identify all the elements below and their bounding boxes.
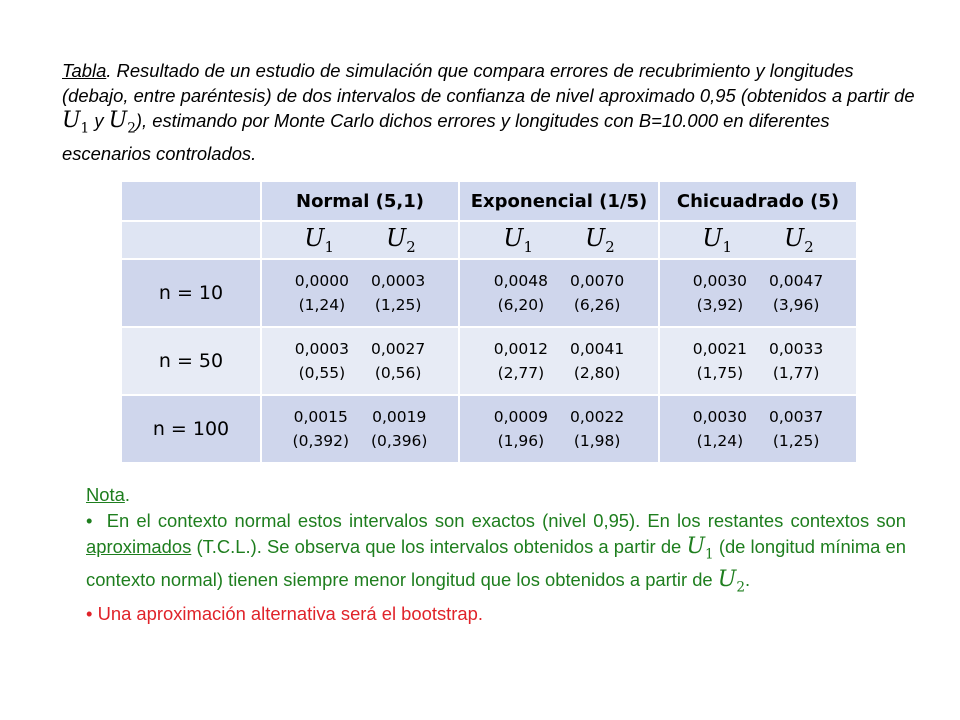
caption-text-1: . Resultado de un estudio de simulación que compara errores de recubrimiento y longitudes (debajo, entre paréntesis) de dos intervalos de confianza de nivel aproximado 0,95 (obtenidos a partir de — [62, 60, 915, 106]
u2-symbol: $U_2$ — [585, 224, 615, 256]
header-normal: Normal (5,1) — [261, 181, 459, 221]
note-bullet-2: • Una aproximación alternativa será el bootstrap. — [86, 602, 483, 624]
header-exponencial: Exponencial (1/5) — [459, 181, 659, 221]
data-cell: 0,0012 (2,77) 0,0041 (2,80) — [459, 327, 659, 395]
header-row — [121, 181, 857, 221]
u2-symbol: $U_2$ — [108, 108, 136, 137]
note-title: Nota — [86, 484, 125, 505]
note-block: Nota. • En el contexto normal estos intervalos son exactos (nivel 0,95). En los restantes contextos son aproximados (T.C.L.). Se observa que los intervalos obtenidos a partir de $U_1$ (de longitud mínima en contexto normal) tienen siempre menor longitud que los obtenidos a partir de $U_2$. • Una aproximación alternativa será el bootstrap. — [86, 482, 906, 627]
u1-symbol: $U_1$ — [503, 224, 533, 256]
u1-symbol: $U_1$ — [304, 224, 334, 256]
interval-symbol-row — [121, 221, 857, 259]
data-cell: 0,0030 (1,24) 0,0037 (1,25) — [659, 395, 857, 463]
row-label: n = 50 — [121, 327, 261, 395]
u1-symbol: $U_1$ — [62, 108, 90, 137]
u2-symbol: $U_2$ — [784, 224, 814, 256]
u1-symbol: $U_1$ — [702, 224, 732, 256]
table-row — [121, 327, 857, 395]
note-bullet-1: • En el contexto normal estos intervalos son exactos (nivel 0,95). En los restantes contextos son aproximados (T.C.L.). Se observa que los intervalos obtenidos a partir de $U_1$ (de longitud mínima en contexto normal) tienen siempre menor longitud que los obtenidos a partir de $U_2$. — [86, 510, 907, 596]
corner-cell — [121, 181, 261, 221]
table-caption — [62, 58, 922, 166]
data-cell: 0,0009 (1,96) 0,0022 (1,98) — [459, 395, 659, 463]
u2-symbol: $U_2$ — [386, 224, 416, 256]
table-row — [121, 395, 857, 463]
data-cell: 0,0015 (0,392) 0,0019 (0,396) — [261, 395, 459, 463]
u1-symbol: $U_1$ — [686, 534, 714, 563]
caption-label: Tabla — [62, 60, 107, 81]
row-label: n = 10 — [121, 259, 261, 327]
data-cell: 0,0000 (1,24) 0,0003 (1,25) — [261, 259, 459, 327]
header-chicuadrado: Chicuadrado (5) — [659, 181, 857, 221]
aproximados-link: aproximados — [86, 536, 192, 557]
row-label: n = 100 — [121, 395, 261, 463]
results-table — [120, 180, 858, 464]
caption-conj: y — [94, 110, 104, 131]
data-cell: 0,0048 (6,20) 0,0070 (6,26) — [459, 259, 659, 327]
data-cell: 0,0021 (1,75) 0,0033 (1,77) — [659, 327, 857, 395]
data-cell: 0,0030 (3,92) 0,0047 (3,96) — [659, 259, 857, 327]
u2-symbol: $U_2$ — [717, 567, 746, 596]
table-row — [121, 259, 857, 327]
data-cell: 0,0003 (0,55) 0,0027 (0,56) — [261, 327, 459, 395]
caption-text-2: ), estimando por Monte Carlo dichos errores y longitudes con B=10.000 en diferentes escenarios controlados. — [62, 110, 830, 165]
